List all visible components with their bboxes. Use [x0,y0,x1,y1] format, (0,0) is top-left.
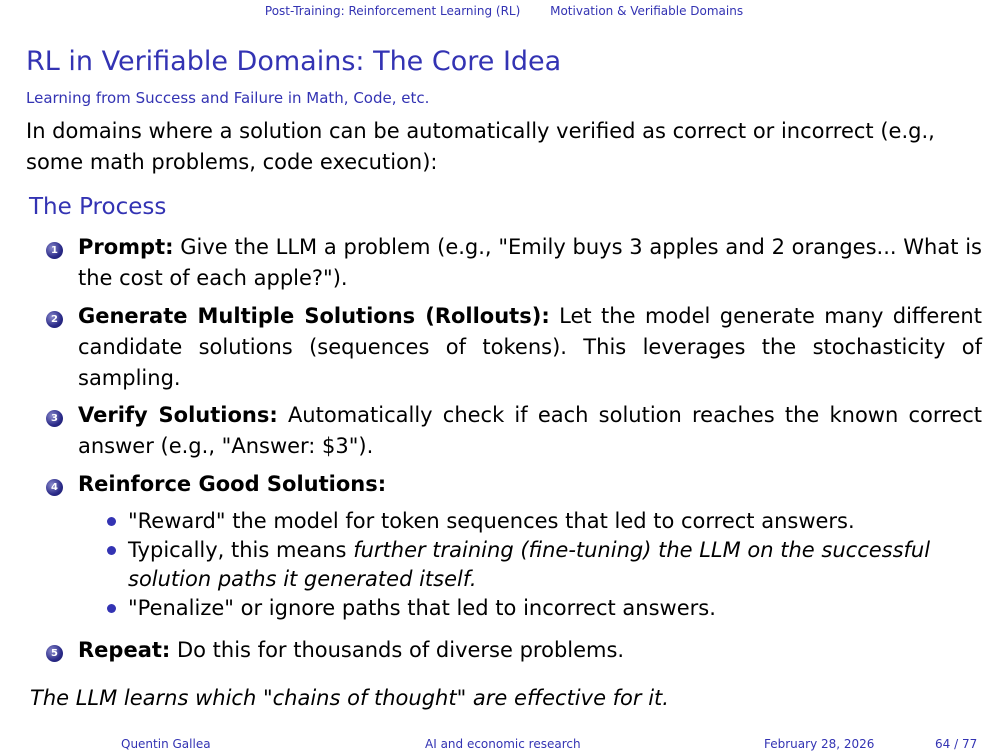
closing-statement: The LLM learns which "chains of thought" are effective for it. [30,686,669,710]
bullet-icon [107,604,116,613]
step-text: Do this for thousands of diverse problems. [176,638,625,662]
step-text: Let the model generate many different candidate solutions (sequences of tokens). This leverages the stochasticity of sampling. [78,304,982,390]
nav-section[interactable]: Post-Training: Reinforcement Learning (RL) [264,4,521,18]
footer-author: Quentin Gallea [121,737,211,751]
list-item: "Penalize" or ignore paths that led to incorrect answers. [104,594,984,623]
step-repeat [46,635,982,666]
step-label: Repeat: [78,638,171,662]
footer-talk-title: AI and economic research [425,737,581,751]
footer-page-number[interactable]: 64 / 77 [935,737,978,751]
step-number-1: 1 [46,242,63,259]
step-number-3: 3 [46,410,63,427]
nav-subsection[interactable]: Motivation & Verifiable Domains [550,4,744,18]
step-prompt [46,232,982,294]
slide-title: RL in Verifiable Domains: The Core Idea [26,46,562,77]
list-item: Typically, this means further training (fine-tuning) the LLM on the successful solution paths it generated itself. [104,536,984,594]
nav-bar [0,4,1008,18]
slide-subtitle: Learning from Success and Failure in Math, Code, etc. [26,89,430,107]
sub-bullet-list [104,507,984,623]
list-item: "Reward" the model for token sequences that led to correct answers. [104,507,984,536]
step-reinforce [46,469,982,500]
step-label: Generate Multiple Solutions (Rollouts): [78,304,550,328]
step-generate [46,301,982,394]
footer [0,737,1008,755]
step-number-2: 2 [46,311,63,328]
step-label: Reinforce Good Solutions: [78,472,387,496]
step-text: Automatically check if each solution reaches the known correct answer (e.g., "Answer: $3"). [78,403,982,458]
step-text: Give the LLM a problem (e.g., "Emily buys 3 apples and 2 oranges... What is the cost of each apple?"). [78,235,982,290]
step-number-4: 4 [46,479,63,496]
bullet-icon [107,517,116,526]
step-label: Prompt: [78,235,174,259]
footer-date: February 28, 2026 [764,737,875,751]
step-verify [46,400,982,462]
step-number-5: 5 [46,645,63,662]
step-label: Verify Solutions: [78,403,278,427]
intro-text: In domains where a solution can be automatically verified as correct or incorrect (e.g., some math problems, code execution): [26,119,935,174]
bullet-icon [107,546,116,555]
block-title: The Process [29,194,167,220]
